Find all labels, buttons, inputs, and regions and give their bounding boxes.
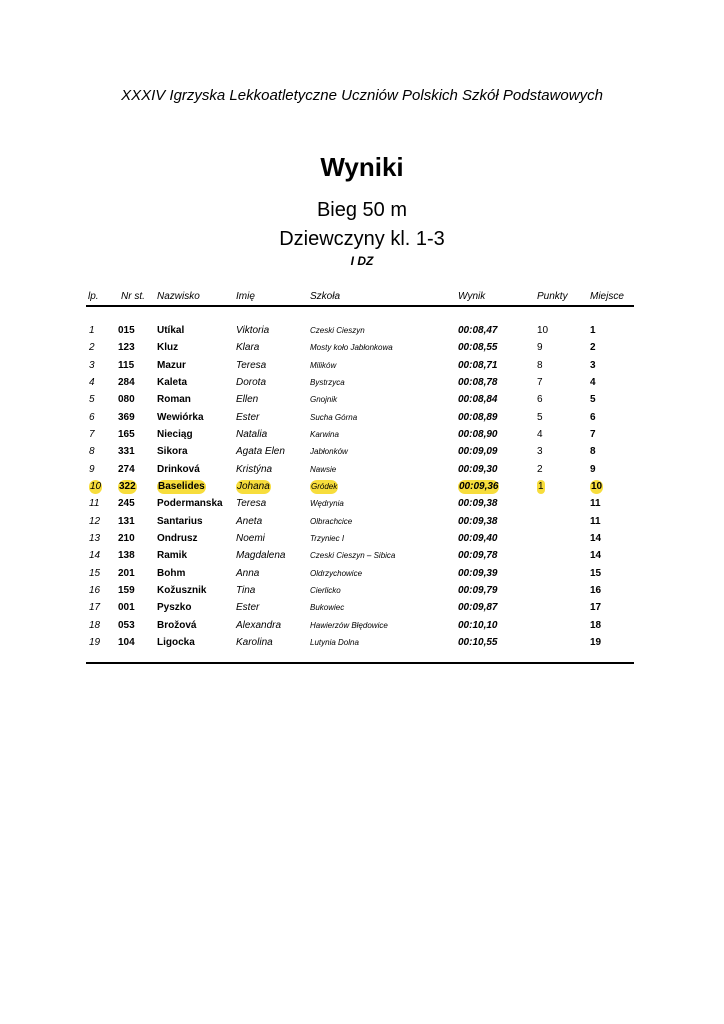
cell-surname: Santarius	[157, 515, 203, 527]
cell-result: 00:08,89	[458, 411, 498, 423]
cell-result: 00:09,40	[458, 532, 498, 544]
cell-surname: Drinková	[157, 463, 200, 475]
cell-place: 18	[590, 619, 602, 631]
cell-surname: Baselides	[158, 480, 205, 492]
table-row	[0, 549, 724, 566]
table-top-rule	[86, 305, 634, 307]
cell-first-name: Dorota	[236, 376, 267, 388]
cell-result: 00:08,90	[458, 428, 498, 440]
cell-start-number: 201	[118, 567, 135, 579]
cell-first-name: Aneta	[236, 515, 263, 527]
cell-surname: Kaleta	[157, 376, 188, 388]
table-row	[0, 376, 724, 393]
cell-place: 10	[591, 480, 603, 492]
cell-lp: 5	[89, 394, 95, 406]
cell-surname: Roman	[157, 394, 191, 406]
cell-school: Gnojnik	[310, 395, 338, 405]
table-row	[0, 567, 724, 584]
cell-lp: 9	[89, 463, 95, 475]
cell-first-name: Ellen	[236, 394, 259, 406]
cell-place: 8	[590, 446, 596, 458]
cell-start-number: 159	[118, 584, 135, 596]
cell-first-name: Magdalena	[236, 550, 286, 562]
column-header-nr: Nr st.	[121, 291, 145, 302]
cell-result: 00:09,30	[458, 463, 498, 475]
cell-place: 5	[590, 394, 596, 406]
cell-result: 00:10,10	[458, 619, 498, 631]
cell-school: Mosty koło Jabłonkowa	[310, 343, 393, 353]
cell-points: 7	[537, 376, 543, 388]
cell-start-number: 369	[118, 411, 135, 423]
cell-school: Oldrzychowice	[310, 568, 363, 578]
cell-result: 00:08,55	[458, 342, 498, 354]
cell-school: Cierlicko	[310, 585, 341, 595]
cell-result: 00:08,47	[458, 325, 498, 336]
cell-start-number: 115	[118, 359, 135, 371]
cell-lp: 16	[89, 584, 101, 596]
cell-start-number: 104	[118, 636, 135, 648]
cell-surname: Mazur	[157, 359, 186, 371]
table-row	[0, 480, 724, 497]
cell-start-number: 080	[118, 394, 135, 406]
cell-school: Sucha Górna	[310, 412, 358, 422]
column-header-lp: lp.	[88, 291, 99, 302]
cell-lp: 8	[89, 446, 95, 458]
cell-lp: 7	[89, 428, 95, 440]
table-row	[0, 619, 724, 636]
cell-place: 14	[590, 550, 602, 562]
table-row	[0, 601, 724, 618]
column-header-place: Miejsce	[590, 291, 624, 302]
cell-result: 00:10,55	[458, 636, 498, 648]
cell-surname: Kožusznik	[157, 584, 207, 596]
cell-start-number: 322	[119, 480, 136, 492]
cell-start-number: 284	[118, 376, 135, 388]
event-group: Dziewczyny kl. 1-3	[279, 228, 445, 250]
cell-start-number: 001	[118, 602, 135, 614]
cell-first-name: Ester	[236, 602, 260, 614]
cell-lp: 1	[89, 325, 95, 336]
cell-surname: Wewiórka	[157, 411, 204, 423]
table-row	[0, 428, 724, 445]
cell-result: 00:09,39	[458, 567, 498, 579]
event-header: XXXIV Igrzyska Lekkoatletyczne Uczniów Polskich Szkół Podstawowych	[121, 87, 603, 104]
cell-points: 8	[537, 359, 543, 371]
cell-place: 19	[590, 636, 602, 648]
table-row	[0, 359, 724, 376]
table-row	[0, 636, 724, 653]
cell-start-number: 053	[118, 619, 135, 631]
cell-place: 11	[590, 515, 601, 527]
cell-school: Trzyniec I	[310, 533, 345, 543]
cell-lp: 3	[89, 359, 95, 371]
cell-school: Nawsie	[310, 464, 337, 474]
cell-lp: 12	[89, 515, 101, 527]
cell-start-number: 138	[118, 550, 135, 562]
cell-place: 2	[590, 342, 596, 354]
cell-place: 15	[590, 567, 602, 579]
table-header	[0, 291, 724, 305]
cell-lp: 4	[89, 376, 95, 388]
cell-surname: Kluz	[157, 342, 179, 354]
cell-first-name: Klara	[236, 342, 260, 354]
cell-first-name: Agata Elen	[236, 446, 285, 458]
cell-place: 16	[590, 584, 602, 596]
cell-points: 3	[537, 446, 543, 458]
cell-place: 14	[590, 532, 602, 544]
cell-school: Milików	[310, 360, 337, 370]
cell-place: 17	[590, 602, 602, 614]
cell-result: 00:09,87	[458, 602, 498, 614]
cell-start-number: 131	[118, 515, 135, 527]
table-row	[0, 341, 724, 358]
cell-start-number: 123	[118, 342, 135, 354]
cell-lp: 14	[89, 550, 101, 562]
cell-surname: Ondrusz	[157, 532, 198, 544]
table-row	[0, 584, 724, 601]
cell-surname: Sikora	[157, 446, 188, 458]
page-title: Wyniki	[320, 152, 404, 182]
cell-start-number: 015	[118, 325, 135, 336]
cell-lp: 11	[89, 498, 100, 510]
cell-place: 3	[590, 359, 596, 371]
cell-school: Gródek	[310, 480, 338, 494]
cell-school: Karwina	[310, 429, 339, 439]
cell-surname: Pyszko	[157, 602, 192, 614]
cell-start-number: 210	[118, 532, 135, 544]
cell-school: Olbrachcice	[310, 516, 353, 526]
cell-place: 1	[590, 325, 596, 336]
event-category: I DZ	[350, 254, 374, 268]
cell-points: 9	[537, 342, 543, 354]
cell-school: Wędrynia	[310, 499, 344, 509]
cell-first-name: Anna	[236, 567, 260, 579]
cell-first-name: Karolina	[236, 636, 273, 648]
cell-result: 00:08,84	[458, 394, 498, 406]
cell-first-name: Natalia	[236, 428, 268, 440]
table-row	[0, 497, 724, 514]
cell-result: 00:09,36	[459, 480, 499, 492]
cell-first-name: Noemi	[236, 532, 265, 544]
cell-result: 00:09,38	[458, 515, 498, 527]
cell-place: 7	[590, 428, 596, 440]
cell-result: 00:09,78	[458, 550, 498, 562]
cell-place: 11	[590, 498, 601, 510]
cell-school: Czeski Cieszyn	[310, 326, 365, 335]
cell-surname: Ramik	[157, 550, 188, 562]
cell-surname: Podermanska	[157, 498, 223, 510]
cell-points: 10	[537, 325, 549, 336]
cell-result: 00:08,71	[458, 359, 498, 371]
cell-surname: Bohm	[157, 567, 186, 579]
cell-surname: Utíkal	[157, 325, 185, 336]
cell-lp: 10	[90, 480, 102, 492]
cell-start-number: 331	[118, 446, 135, 458]
cell-first-name: Kristýna	[236, 463, 273, 475]
table-row	[0, 463, 724, 480]
cell-start-number: 165	[118, 428, 135, 440]
cell-result: 00:09,38	[458, 498, 498, 510]
cell-points: 5	[537, 411, 543, 423]
cell-start-number: 274	[118, 463, 135, 475]
cell-lp: 18	[89, 619, 101, 631]
column-header-result: Wynik	[458, 291, 486, 302]
cell-lp: 15	[89, 567, 101, 579]
table-row	[0, 324, 724, 341]
cell-points: 4	[537, 428, 543, 440]
column-header-name: Imię	[236, 291, 255, 302]
cell-lp: 2	[89, 342, 95, 354]
column-header-points: Punkty	[537, 291, 568, 302]
table-row	[0, 515, 724, 532]
cell-result: 00:09,79	[458, 584, 498, 596]
cell-result: 00:08,78	[458, 376, 498, 388]
cell-lp: 17	[89, 602, 101, 614]
cell-surname: Brožová	[157, 619, 197, 631]
table-row	[0, 445, 724, 462]
table-bottom-rule	[86, 662, 634, 664]
cell-first-name: Tina	[236, 584, 256, 596]
column-header-surname: Nazwisko	[157, 291, 200, 302]
cell-first-name: Ester	[236, 411, 260, 423]
cell-first-name: Alexandra	[236, 619, 282, 631]
cell-school: Jabłonków	[310, 447, 348, 457]
cell-school: Bukowiec	[310, 603, 345, 613]
cell-points: 2	[537, 463, 543, 475]
table-row	[0, 532, 724, 549]
cell-start-number: 245	[118, 498, 135, 510]
cell-first-name: Teresa	[236, 498, 267, 510]
cell-school: Czeski Cieszyn – Sibica	[310, 551, 396, 561]
cell-place: 9	[590, 463, 596, 475]
cell-first-name: Teresa	[236, 359, 267, 371]
cell-school: Hawierzów Błędowice	[310, 620, 388, 630]
cell-points: 1	[538, 480, 544, 492]
column-header-school: Szkoła	[310, 291, 341, 302]
cell-place: 4	[590, 376, 596, 388]
cell-surname: Niecіąg	[157, 428, 193, 440]
event-discipline: Bieg 50 m	[316, 199, 408, 221]
results-table-body	[0, 324, 724, 653]
table-row	[0, 411, 724, 428]
cell-first-name: Viktoria	[236, 325, 270, 336]
cell-points: 6	[537, 394, 543, 406]
cell-lp: 19	[89, 636, 101, 648]
cell-result: 00:09,09	[458, 446, 498, 458]
cell-school: Lutynia Dolna	[310, 637, 359, 647]
cell-lp: 13	[89, 532, 101, 544]
cell-surname: Ligocka	[157, 636, 195, 648]
cell-school: Bystrzyca	[310, 377, 345, 387]
cell-lp: 6	[89, 411, 95, 423]
table-row	[0, 393, 724, 410]
cell-place: 6	[590, 411, 596, 423]
cell-first-name: Johana	[237, 480, 270, 492]
